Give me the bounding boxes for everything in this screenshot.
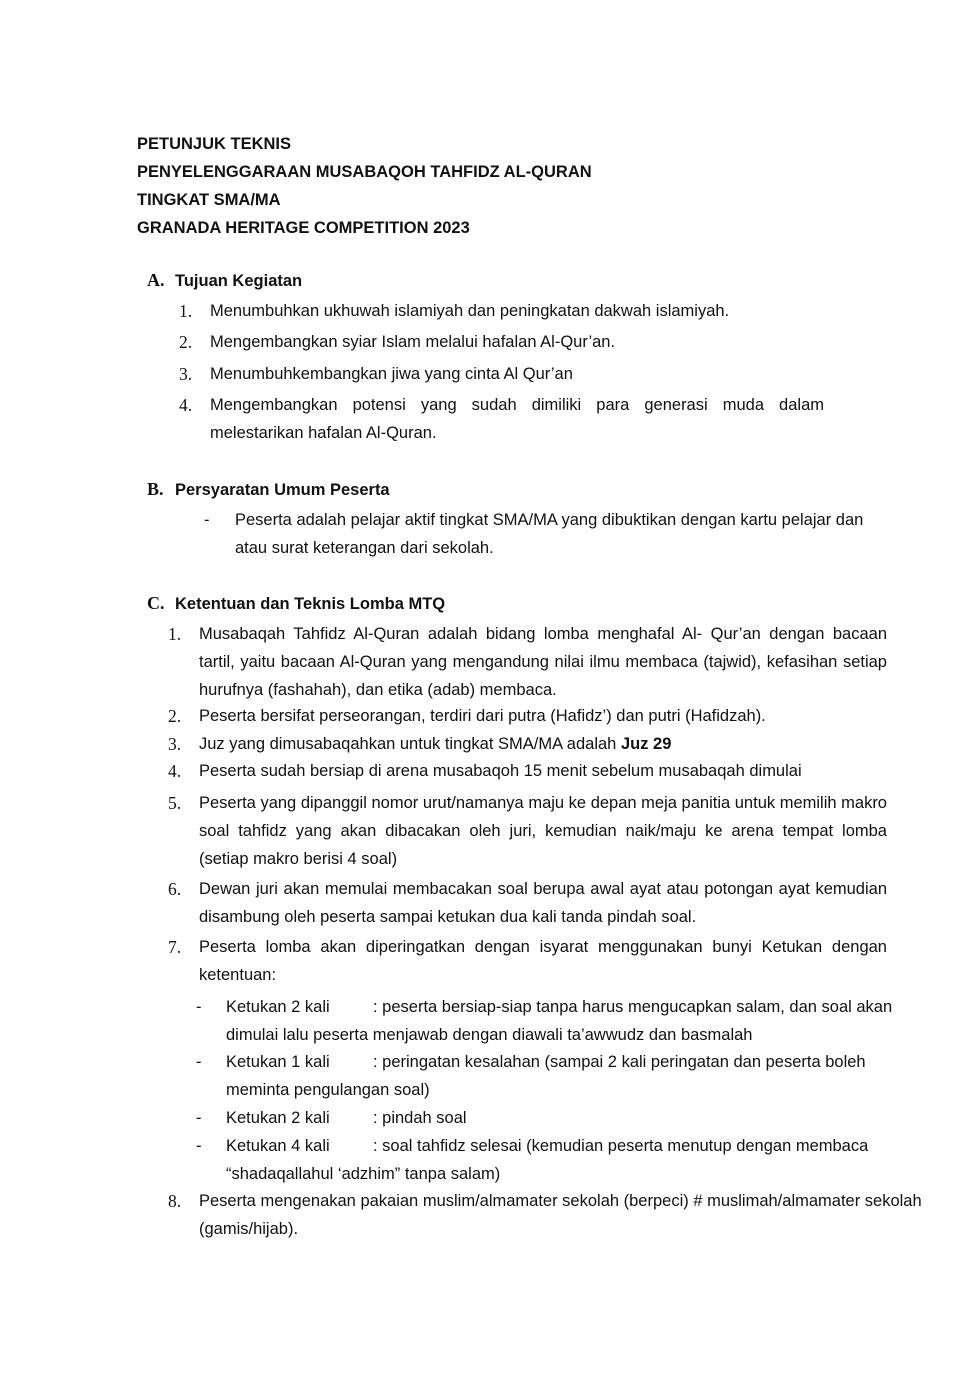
- section-c-item: [168, 702, 887, 730]
- item-number: 4.: [168, 761, 182, 781]
- section-a-item: [179, 328, 829, 356]
- item-text: Mengembangkan potensi yang sudah dimiliki para generasi muda dalam melestarikan hafalan Al-Quran.: [210, 396, 824, 442]
- item-text: Musabaqah Tahfidz Al-Quran adalah bidang lomba menghafal Al- Qur’an dengan bacaan tartil, yaitu bacaan Al-Quran yang mengandung nilai ilmu membaca (tajwid), kefasihan setiap hurufnya (fashahah), dan etika (adab) membaca.: [199, 625, 887, 699]
- section-b-heading: [147, 476, 390, 503]
- ketukan-label: Ketukan 2 kali: [226, 1109, 330, 1127]
- section-a-heading: [147, 267, 302, 294]
- dash-bullet: -: [204, 511, 210, 529]
- item-text: Mengembangkan syiar Islam melalui hafalan Al-Qur’an.: [210, 333, 616, 351]
- section-a-item: [179, 297, 829, 325]
- section-b-letter: B.: [147, 479, 164, 499]
- item-number: 2.: [168, 706, 182, 726]
- section-c-item: [168, 933, 887, 989]
- section-c-heading: [147, 590, 445, 617]
- item-text-plain: Juz yang dimusabaqahkan untuk tingkat SMA/MA adalah: [199, 735, 621, 753]
- dash-bullet: -: [196, 1053, 202, 1071]
- item-number: 1.: [168, 624, 182, 644]
- section-c-item: [168, 730, 887, 758]
- dash-bullet: -: [196, 1137, 202, 1155]
- item-number: 7.: [168, 937, 182, 957]
- section-c-item: [168, 757, 887, 785]
- juz-highlight: Juz 29: [620, 735, 672, 753]
- section-c-letter: C.: [147, 593, 165, 613]
- ketukan-desc: : soal tahfidz selesai (kemudian peserta menutup dengan membaca “shadaqallahul ‘adzhim” tanpa salam): [226, 1137, 869, 1183]
- ketukan-desc: : peserta bersiap-siap tanpa harus mengucapkan salam, dan soal akan dimulai lalu peserta menjawab dengan diawali ta’awwudz dan basmalah: [226, 998, 893, 1044]
- item-text: Menumbuhkan ukhuwah islamiyah dan peningkatan dakwah islamiyah.: [210, 302, 730, 320]
- item-number: 6.: [168, 879, 182, 899]
- section-a-item: [179, 391, 824, 447]
- title-line-4: GRANADA HERITAGE COMPETITION 2023: [137, 219, 470, 237]
- title-line-2: PENYELENGGARAAN MUSABAQOH TAHFIDZ AL-QURAN: [137, 163, 592, 181]
- section-b-item: [204, 506, 890, 562]
- document-title: [137, 130, 592, 242]
- ketukan-item: [196, 1104, 933, 1132]
- ketukan-item: [196, 1048, 933, 1104]
- item-text: Menumbuhkembangkan jiwa yang cinta Al Qur’an: [210, 365, 573, 383]
- ketukan-item: [196, 1132, 933, 1188]
- section-c-item: [168, 620, 887, 704]
- section-c-item: [168, 1187, 933, 1243]
- section-c-item: [168, 789, 887, 873]
- item-number: 8.: [168, 1191, 182, 1211]
- section-b-title: Persyaratan Umum Peserta: [175, 481, 390, 499]
- section-a-item: [179, 360, 829, 388]
- ketukan-label: Ketukan 1 kali: [226, 1053, 330, 1071]
- item-text: Peserta bersifat perseorangan, terdiri dari putra (Hafidz’) dan putri (Hafidzah).: [199, 707, 766, 725]
- section-c-item: [168, 875, 887, 931]
- ketukan-label: Ketukan 4 kali: [226, 1137, 330, 1155]
- title-line-1: PETUNJUK TEKNIS: [137, 135, 292, 153]
- ketukan-item: [196, 993, 933, 1049]
- section-a-title: Tujuan Kegiatan: [175, 272, 303, 290]
- item-number: 5.: [168, 793, 182, 813]
- item-text: Peserta sudah bersiap di arena musabaqoh 15 menit sebelum musabaqah dimulai: [199, 762, 802, 780]
- item-text: Peserta yang dipanggil nomor urut/namanya maju ke depan meja panitia untuk memilih makro soal tahfidz yang akan dibacakan oleh juri, kemudian naik/maju ke arena tempat lomba (setiap makro berisi 4 soal): [199, 794, 887, 868]
- section-a-letter: A.: [147, 270, 165, 290]
- ketukan-desc: : peringatan kesalahan (sampai 2 kali peringatan dan peserta boleh meminta pengulangan soal): [226, 1053, 866, 1099]
- item-number: 2.: [179, 332, 193, 352]
- item-number: 1.: [179, 301, 193, 321]
- title-line-3: TINGKAT SMA/MA: [137, 191, 281, 209]
- item-text: Dewan juri akan memulai membacakan soal berupa awal ayat atau potongan ayat kemudian disambung oleh peserta sampai ketukan dua kali tanda pindah soal.: [199, 880, 887, 926]
- dash-bullet: -: [196, 1109, 202, 1127]
- item-text: [199, 730, 887, 758]
- item-text: Peserta mengenakan pakaian muslim/almamater sekolah (berpeci) # muslimah/almamater sekolah (gamis/hijab).: [199, 1192, 922, 1238]
- item-text: Peserta adalah pelajar aktif tingkat SMA/MA yang dibuktikan dengan kartu pelajar dan atau surat keterangan dari sekolah.: [235, 511, 864, 557]
- section-c-title: Ketentuan dan Teknis Lomba MTQ: [175, 595, 446, 613]
- ketukan-desc: : pindah soal: [373, 1109, 467, 1127]
- item-number: 3.: [179, 364, 193, 384]
- ketukan-label: Ketukan 2 kali: [226, 998, 330, 1016]
- item-number: 4.: [179, 395, 193, 415]
- dash-bullet: -: [196, 998, 202, 1016]
- item-text: Peserta lomba akan diperingatkan dengan isyarat menggunakan bunyi Ketukan dengan ketentuan:: [199, 938, 887, 984]
- item-number: 3.: [168, 734, 182, 754]
